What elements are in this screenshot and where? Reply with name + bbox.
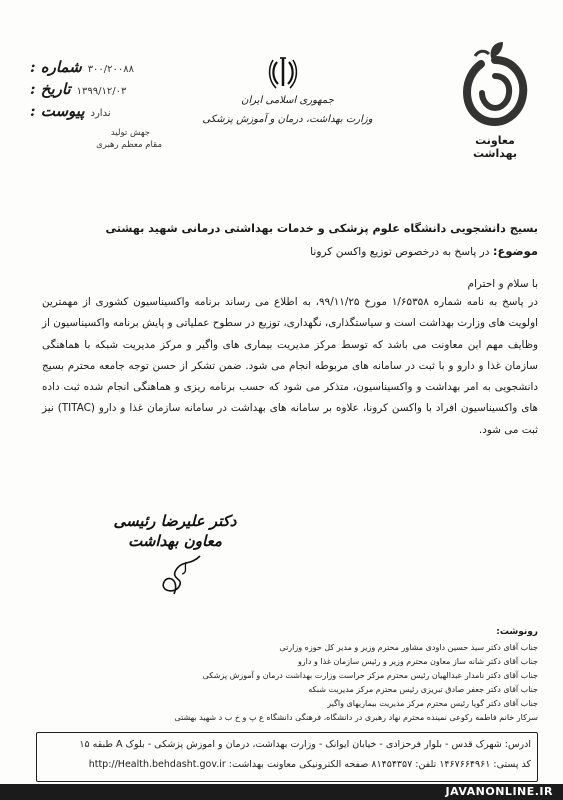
handwritten-signature-icon bbox=[130, 550, 220, 598]
cc-line: جناب آقای دکتر شانه ساز معاون محترم وزیر و رئیس سازمان غذا و دارو bbox=[297, 657, 538, 666]
recipient: بسیج دانشجویی دانشگاه علوم پزشکی و خدمات بهداشتی درمانی شهید بهشتی bbox=[105, 222, 538, 235]
cc-heading: رونوشت: bbox=[496, 627, 538, 637]
watermark-text: JAVANONLINE.IR bbox=[445, 785, 553, 798]
cc-line: سرکار خانم فاطمه رکوعی نمینده محترم نهاد رهبری در دانشگاه، فرهنگی دانشگاه ع پ و خ ب د شهید بهشتی bbox=[174, 713, 538, 722]
footer-address: آدرس: شهرک قدس - بلوار فرحزادی - خیابان ایوانک - وزارت بهداشت، درمان و آموزش پزشکی - بلوک A طبقه ۱۵ bbox=[79, 739, 531, 750]
cc-line: جناب آقای دکتر سید حسین داودی مشاور محترم وزیر و مدیر کل حوزه وزارتی bbox=[279, 643, 538, 652]
greeting: با سلام و احترام bbox=[467, 278, 538, 290]
footer-postal: کد پستی: ۱۴۶۷۶۶۴۹۶۱ تلفن: ۸۱۴۵۴۳۵۷ صفحه الکترونیکی معاونت بهداشت: http://Health.behdasht.gov.ir bbox=[88, 759, 531, 770]
subject bbox=[40, 244, 538, 258]
letter-body: در پاسخ به نامه شماره ۱/۶۵۳۵۸ مورخ ۹۹/۱۱/۲۵، به اطلاع می رساند برنامه واکسیناسیون کشوری از مهمترین اولویت های وزارت بهداشت است و سیاستگذاری، نگهداری، توزیع در سطوح عملیاتی و پایش برنامه واکسیناسیون از وظایف مهم این معاونت می باشد که توسط مرکز مدیریت بیماری های واگیر و مرکز مدیریت شبکه با هماهنگی سازمان غذا و دارو و با ثبت در سامانه های مربوطه انجام می شود. ضمن تشکر از حسن توجه جامعه محترم بسیج دانشجویی به امر بهداشت و واکسیناسیون، متذکر می شود که حسب برنامه ریزی و هماهنگی انجام شده ثبت داده های واکسیناسیون افراد با واکسن کرونا، علاوه بر سامانه های بهداشت در سامانه سازمان غذا و دارو (TITAC) نیز ثبت می شود. bbox=[42, 296, 539, 436]
subject-label: موضوع: bbox=[492, 244, 538, 258]
logo-caption: معاونت بهداشت bbox=[473, 134, 517, 160]
iran-emblem bbox=[268, 56, 298, 90]
subject-text: در پاسخ به درخصوص توزیع واکسن کرونا bbox=[310, 246, 490, 258]
cc-line: جناب آقای دکتر جعفر صادق تبریزی رئیس محترم مرکز مدیریت شبکه bbox=[308, 685, 538, 694]
cc-line: جناب آقای دکتر گویا رئیس محترم مرکز مدیریت بیماریهای واگیر bbox=[327, 699, 538, 708]
footer-box bbox=[36, 732, 538, 782]
cc-list bbox=[40, 641, 538, 725]
cc-line: جناب آقای دکتر نامدار عبدالهیان رئیس محترم مرکز حراست وزارت بهداشت درمان و آموزش پزشکی bbox=[202, 671, 538, 680]
date-label: تاریخ : bbox=[30, 80, 71, 98]
signatory-name: دکتر علیرضا رئیسی bbox=[113, 512, 237, 530]
letter-meta bbox=[30, 58, 170, 150]
number-label: شماره : bbox=[30, 58, 82, 76]
date-value: ۱۳۹۹/۱۲/۰۳ bbox=[76, 86, 127, 97]
emblem-line-2: وزارت بهداشت، درمان و آموزش پزشکی bbox=[202, 114, 373, 125]
health-logo-icon bbox=[455, 38, 535, 128]
letter-date-row bbox=[30, 80, 170, 102]
watermark-bar bbox=[0, 784, 563, 800]
signature-block bbox=[110, 512, 240, 598]
signatory-title: معاون بهداشت bbox=[128, 532, 222, 550]
letter-number-row bbox=[30, 58, 170, 80]
number-value: ۳۰۰/۲۰۰۸۸ bbox=[87, 64, 135, 75]
health-deputy-logo bbox=[455, 38, 535, 160]
attachment-row bbox=[30, 102, 170, 124]
production-leap-note: جهش تولید bbox=[110, 128, 150, 138]
attachment-value: ندارد bbox=[90, 108, 111, 119]
attachment-label: پیوست : bbox=[30, 102, 85, 120]
leader-note: مقام معظم رهبری bbox=[96, 140, 162, 150]
iran-emblem-icon bbox=[268, 56, 298, 90]
emblem-line-1: جمهوری اسلامی ایران bbox=[241, 95, 334, 106]
